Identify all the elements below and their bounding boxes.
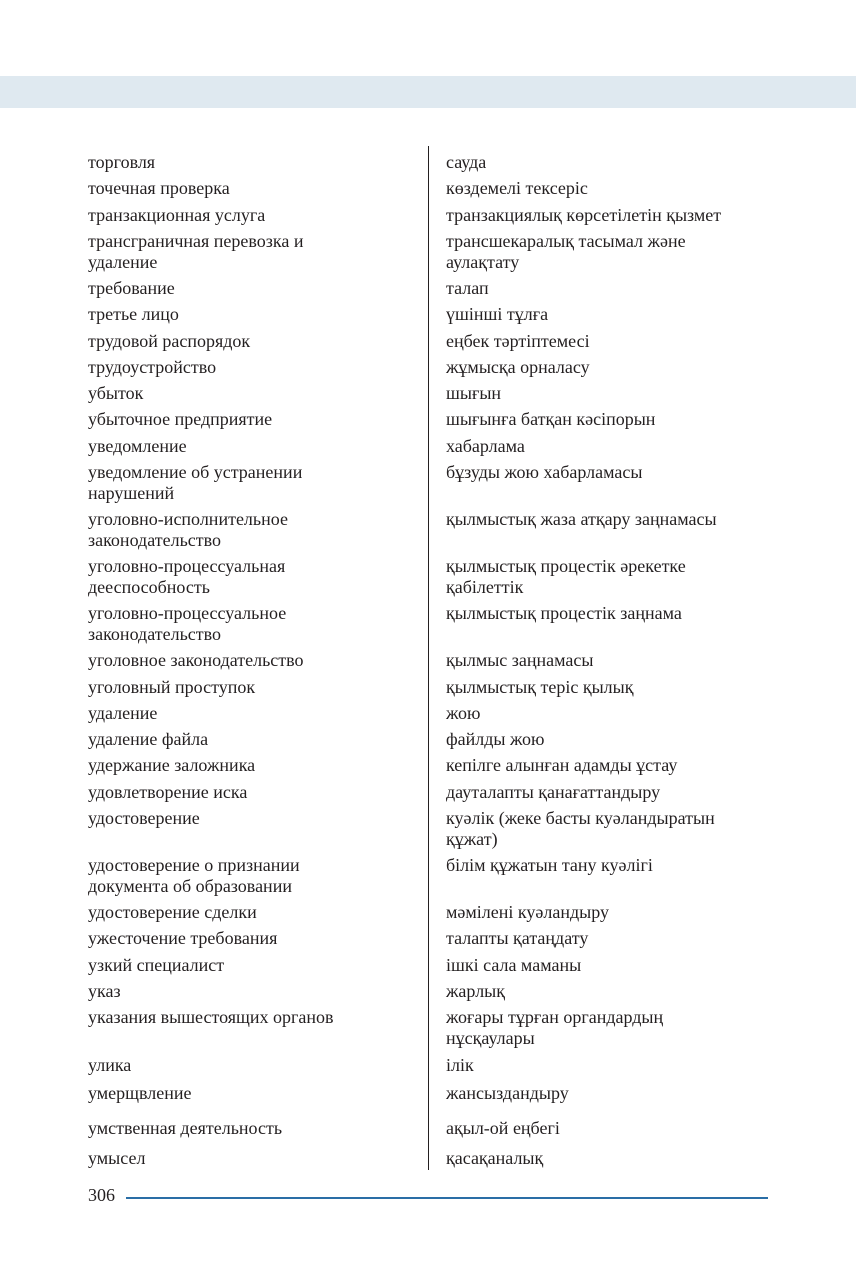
text-line: дееспособность	[88, 577, 210, 597]
text-line: удаление	[88, 252, 158, 272]
text-line: уголовно-процессуальная	[88, 556, 286, 576]
text-line: законодательство	[88, 530, 222, 550]
translation-kk	[446, 1148, 776, 1169]
text-line: қылмыстық теріс қылық	[446, 677, 634, 697]
text-line: жою	[446, 703, 481, 723]
term-ru	[88, 436, 408, 457]
text-line: трудовой распорядок	[88, 331, 251, 351]
text-line: уголовный проступок	[88, 677, 256, 697]
text-line: қабілеттік	[446, 577, 524, 597]
translation-kk	[446, 231, 776, 273]
term-ru	[88, 981, 408, 1002]
text-line: транзакциялық көрсетілетін қызмет	[446, 205, 722, 225]
text-line: жұмысқа орналасу	[446, 357, 590, 377]
term-ru	[88, 304, 408, 325]
text-line: үшінші тұлға	[446, 304, 549, 324]
text-line: удостоверение о признании	[88, 855, 300, 875]
text-line: указ	[88, 981, 121, 1001]
text-line: білім құжатын тану куәлігі	[446, 855, 653, 875]
term-ru	[88, 955, 408, 976]
text-line: умственная деятельность	[88, 1118, 283, 1138]
text-line: удаление файла	[88, 729, 209, 749]
text-line: талап	[446, 278, 489, 298]
text-line: жансыздандыру	[446, 1083, 569, 1103]
text-line: хабарлама	[446, 436, 525, 456]
term-ru	[88, 357, 408, 378]
header-band	[0, 76, 856, 108]
translation-kk	[446, 1118, 776, 1139]
text-line: қылмыстық жаза атқару заңнамасы	[446, 509, 717, 529]
text-line: мәмілені куәландыру	[446, 902, 609, 922]
term-ru	[88, 755, 408, 776]
text-line: удовлетворение иска	[88, 782, 248, 802]
term-ru	[88, 782, 408, 803]
translation-kk	[446, 205, 776, 226]
term-ru	[88, 178, 408, 199]
text-line: қылмыс заңнамасы	[446, 650, 594, 670]
text-line: шығын	[446, 383, 502, 403]
text-line: законодательство	[88, 624, 222, 644]
text-line: шығынға батқан кәсіпорын	[446, 409, 656, 429]
text-line: указания вышестоящих органов	[88, 1007, 334, 1027]
text-line: улика	[88, 1055, 132, 1075]
term-ru	[88, 409, 408, 430]
translation-kk	[446, 928, 776, 949]
text-line: көздемелі тексеріс	[446, 178, 588, 198]
text-line: уведомление	[88, 436, 187, 456]
text-line: нұсқаулары	[446, 1028, 535, 1048]
text-line: убыток	[88, 383, 144, 403]
term-ru	[88, 650, 408, 671]
translation-kk	[446, 755, 776, 776]
text-line: трансшекаралық тасымал және	[446, 231, 686, 251]
translation-kk	[446, 383, 776, 404]
text-line: трудоустройство	[88, 357, 217, 377]
text-line: уголовно-процессуальное	[88, 603, 287, 623]
text-line: удержание заложника	[88, 755, 256, 775]
term-ru	[88, 383, 408, 404]
translation-kk	[446, 178, 776, 199]
text-line: документа об образовании	[88, 876, 292, 896]
term-ru	[88, 331, 408, 352]
text-line: файлды жою	[446, 729, 545, 749]
text-line: удостоверение сделки	[88, 902, 257, 922]
translation-kk	[446, 1007, 776, 1049]
text-line: трансграничная перевозка и	[88, 231, 304, 251]
text-line: кепілге алынған адамды ұстау	[446, 755, 678, 775]
text-line: бұзуды жою хабарламасы	[446, 462, 643, 482]
text-line: еңбек тәртіптемесі	[446, 331, 590, 351]
text-line: жарлық	[446, 981, 506, 1001]
term-ru	[88, 556, 408, 598]
translation-kk	[446, 955, 776, 976]
text-line: қасақаналық	[446, 1148, 544, 1168]
term-ru	[88, 703, 408, 724]
text-line: узкий специалист	[88, 955, 225, 975]
translation-kk	[446, 677, 776, 698]
translation-kk	[446, 981, 776, 1002]
term-ru	[88, 677, 408, 698]
text-line: куәлік (жеке басты куәландыратын	[446, 808, 715, 828]
translation-kk	[446, 703, 776, 724]
translation-kk	[446, 650, 776, 671]
translation-kk	[446, 729, 776, 750]
translation-kk	[446, 603, 776, 624]
text-line: точечная проверка	[88, 178, 230, 198]
text-line: умерщвление	[88, 1083, 192, 1103]
translation-kk	[446, 855, 776, 876]
text-line: нарушений	[88, 483, 175, 503]
text-line: талапты қатаңдату	[446, 928, 589, 948]
text-line: удаление	[88, 703, 158, 723]
column-divider	[428, 146, 429, 1170]
text-line: дауталапты қанағаттандыру	[446, 782, 661, 802]
footer-rule	[126, 1197, 768, 1199]
translation-kk	[446, 902, 776, 923]
text-line: ілік	[446, 1055, 474, 1075]
translation-kk	[446, 278, 776, 299]
term-ru	[88, 1055, 408, 1076]
term-ru	[88, 1083, 408, 1104]
translation-kk	[446, 436, 776, 457]
translation-kk	[446, 357, 776, 378]
term-ru	[88, 509, 408, 551]
translation-kk	[446, 462, 776, 483]
term-ru	[88, 729, 408, 750]
text-line: третье лицо	[88, 304, 179, 324]
text-line: уголовное законодательство	[88, 650, 304, 670]
text-line: аулақтату	[446, 252, 520, 272]
term-ru	[88, 278, 408, 299]
translation-kk	[446, 1083, 776, 1104]
translation-kk	[446, 509, 776, 530]
text-line: сауда	[446, 152, 487, 172]
text-line: уведомление об устранении	[88, 462, 303, 482]
translation-kk	[446, 304, 776, 325]
translation-kk	[446, 782, 776, 803]
text-line: уголовно-исполнительное	[88, 509, 288, 529]
text-line: требование	[88, 278, 175, 298]
translation-kk	[446, 331, 776, 352]
term-ru	[88, 1148, 408, 1169]
term-ru	[88, 1118, 408, 1139]
text-line: убыточное предприятие	[88, 409, 273, 429]
term-ru	[88, 205, 408, 226]
translation-kk	[446, 409, 776, 430]
term-ru	[88, 928, 408, 949]
term-ru	[88, 902, 408, 923]
term-ru	[88, 152, 408, 173]
term-ru	[88, 808, 408, 829]
text-line: транзакционная услуга	[88, 205, 266, 225]
translation-kk	[446, 556, 776, 598]
translation-kk	[446, 152, 776, 173]
term-ru	[88, 231, 408, 273]
text-line: ужесточение требования	[88, 928, 278, 948]
text-line: удостоверение	[88, 808, 200, 828]
term-ru	[88, 855, 408, 897]
term-ru	[88, 462, 408, 504]
text-line: торговля	[88, 152, 156, 172]
term-ru	[88, 603, 408, 645]
translation-kk	[446, 1055, 776, 1076]
text-line: умысел	[88, 1148, 146, 1168]
text-line: құжат)	[446, 829, 498, 849]
text-line: ішкі сала маманы	[446, 955, 582, 975]
text-line: қылмыстық процестік әрекетке	[446, 556, 686, 576]
term-ru	[88, 1007, 408, 1028]
translation-kk	[446, 808, 776, 850]
text-line: жоғары тұрған органдардың	[446, 1007, 664, 1027]
page-number: 306	[88, 1185, 115, 1205]
text-line: ақыл-ой еңбегі	[446, 1118, 560, 1138]
text-line: қылмыстық процестік заңнама	[446, 603, 682, 623]
